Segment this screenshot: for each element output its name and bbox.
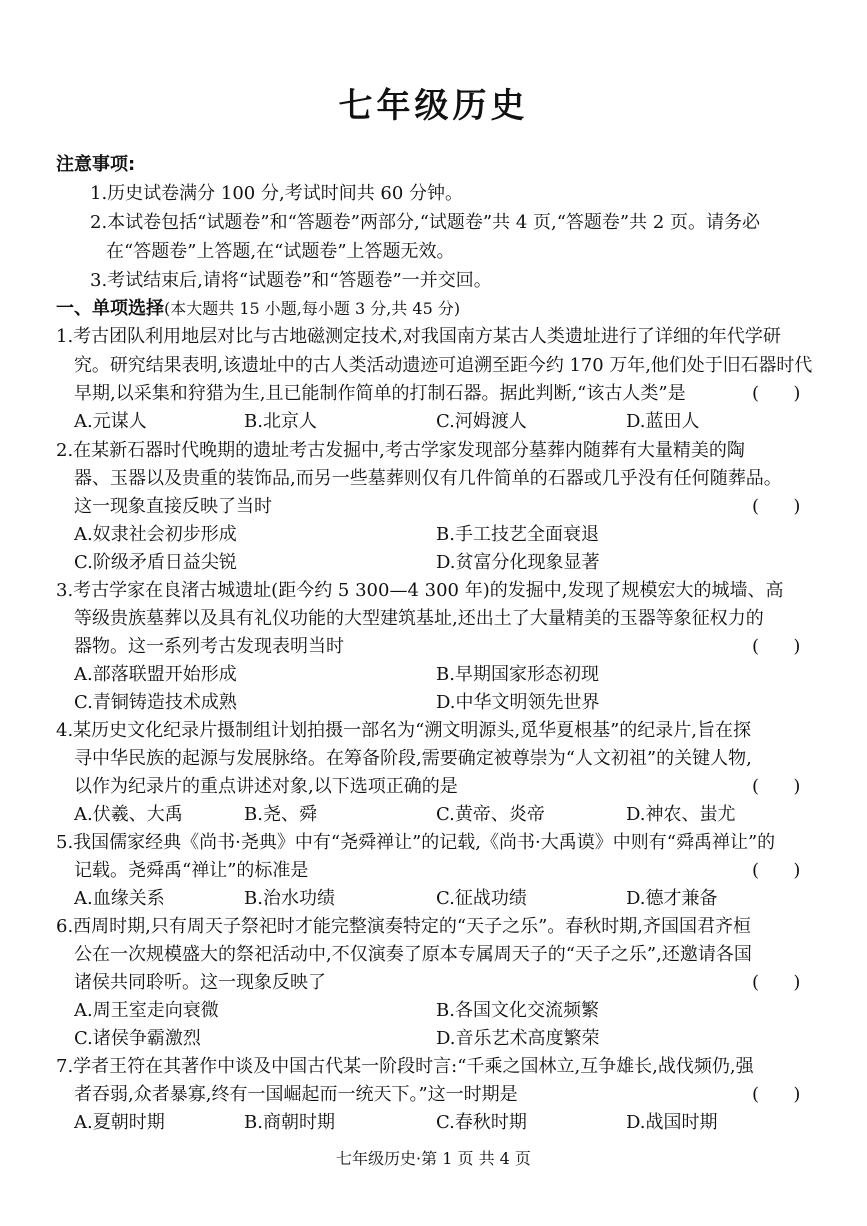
question-text: 早期,以采集和狩猎为生,且已能制作简单的打制石器。据此判断,“该古人类”是 xyxy=(74,383,686,404)
option-a: A.周王室走向衰微 xyxy=(74,1000,219,1021)
option-a: A.伏羲、大禹 xyxy=(74,804,183,825)
answer-paren: ( ) xyxy=(752,776,801,797)
question-text: 寻中华民族的起源与发展脉络。在筹备阶段,需要确定被尊崇为“人文初祖”的关键人物, xyxy=(74,748,752,769)
option-c: C.河姆渡人 xyxy=(436,411,527,432)
question-text: 5.我国儒家经典《尚书·尧典》中有“尧舜禅让”的记载,《尚书·大禹谟》中则有“舜禹禅让”的 xyxy=(56,832,776,853)
question-text: 2.在某新石器时代晚期的遗址考古发掘中,考古学家发现部分墓葬内随葬有大量精美的陶 xyxy=(56,440,745,461)
section-title: 一、单项选择 xyxy=(56,298,164,319)
notice-line-1: 1.历史试卷满分 100 分,考试时间共 60 分钟。 xyxy=(90,183,464,204)
option-b: B.手工技艺全面衰退 xyxy=(436,524,599,545)
option-b: B.北京人 xyxy=(244,411,317,432)
question-text: 7.学者王符在其著作中谈及中国古代某一阶段时言:“千乘之国林立,互争雄长,战伐频仍,强 xyxy=(56,1056,754,1077)
answer-paren: ( ) xyxy=(752,972,801,993)
notice-line-4: 3.考试结束后,请将“试题卷”和“答题卷”一并交回。 xyxy=(90,270,492,291)
option-c: C.诸侯争霸激烈 xyxy=(74,1028,201,1049)
question-text: 器、玉器以及贵重的装饰品,而另一些墓葬则仅有几件简单的石器或几乎没有任何随葬品。 xyxy=(74,468,782,489)
question-text: 记载。尧舜禹“禅让”的标准是 xyxy=(74,860,309,881)
option-b: B.商朝时期 xyxy=(244,1112,335,1133)
question-text: 器物。这一系列考古发现表明当时 xyxy=(74,636,344,657)
question-text: 公在一次规模盛大的祭祀活动中,不仅演奏了原本专属周天子的“天子之乐”,还邀请各国 xyxy=(74,944,752,965)
option-a: A.血缘关系 xyxy=(74,888,165,909)
section-heading xyxy=(56,296,460,322)
question-text: 者吞弱,众者暴寡,终有一国崛起而一统天下。”这一时期是 xyxy=(74,1084,518,1105)
question-text: 以作为纪录片的重点讲述对象,以下选项正确的是 xyxy=(74,776,458,797)
option-b: B.早期国家形态初现 xyxy=(436,664,599,685)
notice-line-3: 在“答题卷”上答题,在“试题卷”上答题无效。 xyxy=(106,241,455,262)
option-a: A.元谋人 xyxy=(74,411,147,432)
option-b: B.尧、舜 xyxy=(244,804,317,825)
option-c: C.青铜铸造技术成熟 xyxy=(74,692,237,713)
option-d: D.贫富分化现象显著 xyxy=(436,552,600,573)
page-footer: 七年级历史·第 1 页 共 4 页 xyxy=(336,1149,531,1168)
option-d: D.神农、蚩尤 xyxy=(626,804,736,825)
notice-line-2: 2.本试卷包括“试题卷”和“答题卷”两部分,“试题卷”共 4 页,“答题卷”共 2 页。请务必 xyxy=(90,212,761,233)
answer-paren: ( ) xyxy=(752,383,801,404)
answer-paren: ( ) xyxy=(752,496,801,517)
option-d: D.音乐艺术高度繁荣 xyxy=(436,1028,600,1049)
option-b: B.治水功绩 xyxy=(244,888,335,909)
section-note: (本大题共 15 小题,每小题 3 分,共 45 分) xyxy=(164,299,461,318)
question-text: 究。研究结果表明,该遗址中的古人类活动遗迹可追溯至距今约 170 万年,他们处于旧石器时代 xyxy=(74,355,813,376)
option-c: C.征战功绩 xyxy=(436,888,527,909)
question-text: 3.考古学家在良渚古城遗址(距今约 5 300—4 300 年)的发掘中,发现了规模宏大的城墙、高 xyxy=(56,580,784,601)
question-text: 诸侯共同聆听。这一现象反映了 xyxy=(74,972,326,993)
option-d: D.中华文明领先世界 xyxy=(436,692,600,713)
option-d: D.战国时期 xyxy=(626,1112,718,1133)
answer-paren: ( ) xyxy=(752,636,801,657)
option-d: D.德才兼备 xyxy=(626,888,718,909)
answer-paren: ( ) xyxy=(752,860,801,881)
page-title: 七年级历史 xyxy=(338,86,529,126)
question-text: 这一现象直接反映了当时 xyxy=(74,496,272,517)
option-a: A.奴隶社会初步形成 xyxy=(74,524,237,545)
notice-heading: 注意事项: xyxy=(56,154,136,175)
option-a: A.部落联盟开始形成 xyxy=(74,664,237,685)
question-text: 4.某历史文化纪录片摄制组计划拍摄一部名为“溯文明源头,觅华夏根基”的纪录片,旨在探 xyxy=(56,720,752,741)
option-c: C.黄帝、炎帝 xyxy=(436,804,545,825)
question-text: 6.西周时期,只有周天子祭祀时才能完整演奏特定的“天子之乐”。春秋时期,齐国国君齐桓 xyxy=(56,916,752,937)
option-d: D.蓝田人 xyxy=(626,411,700,432)
option-b: B.各国文化交流频繁 xyxy=(436,1000,599,1021)
option-c: C.春秋时期 xyxy=(436,1112,527,1133)
option-c: C.阶级矛盾日益尖锐 xyxy=(74,552,237,573)
question-text: 等级贵族墓葬以及具有礼仪功能的大型建筑基址,还出土了大量精美的玉器等象征权力的 xyxy=(74,608,764,629)
answer-paren: ( ) xyxy=(752,1084,801,1105)
option-a: A.夏朝时期 xyxy=(74,1112,165,1133)
question-text: 1.考古团队利用地层对比与古地磁测定技术,对我国南方某古人类遗址进行了详细的年代学研 xyxy=(56,326,781,347)
